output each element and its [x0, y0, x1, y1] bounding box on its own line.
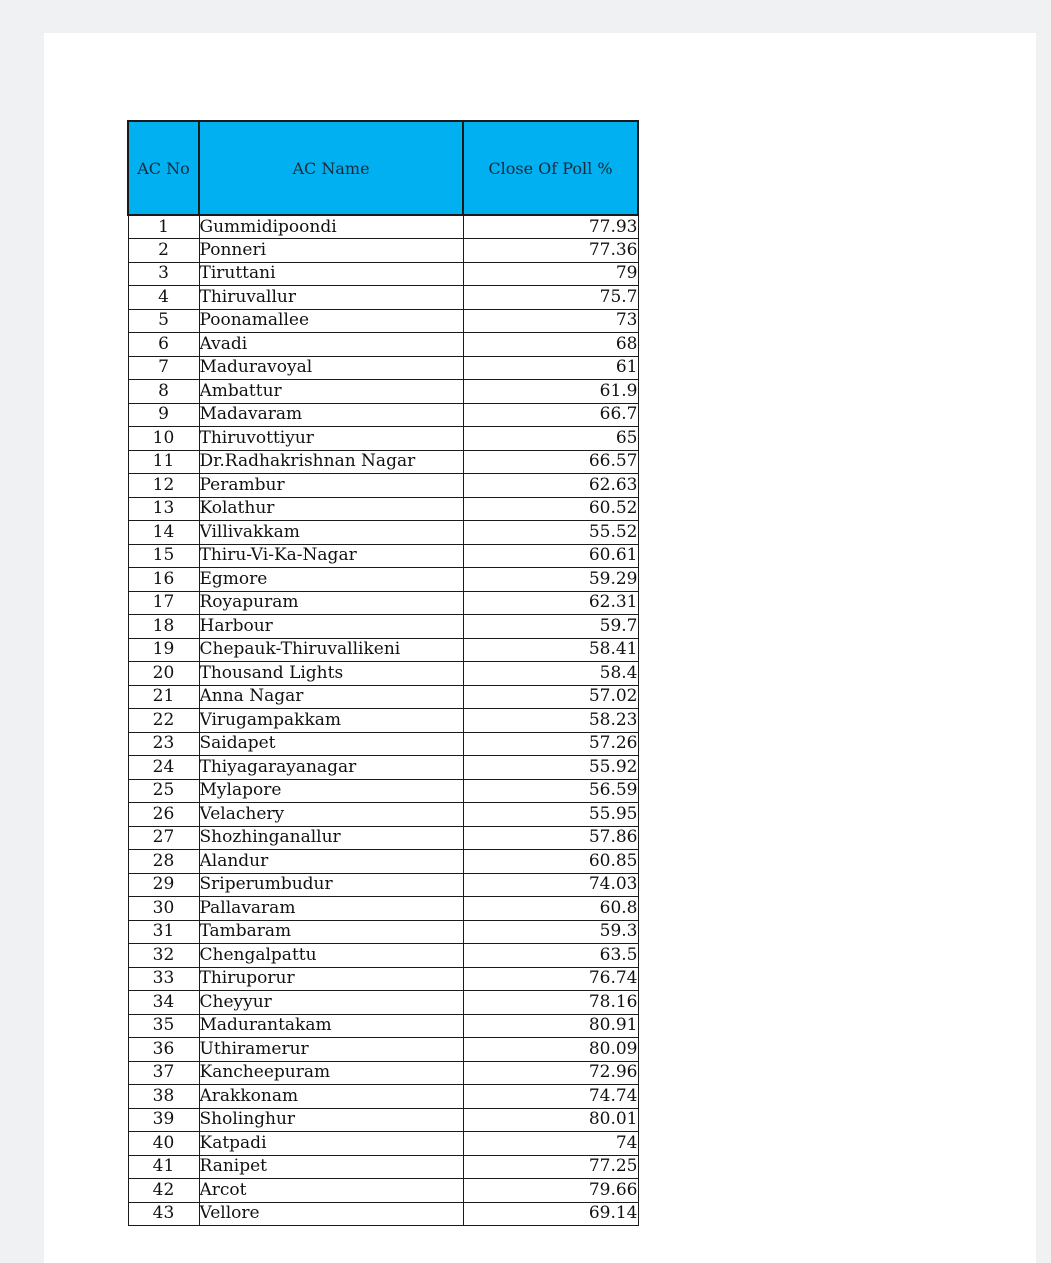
cell-ac-name: Thiyagarayanagar	[199, 756, 463, 780]
cell-close-of-poll: 80.01	[463, 1108, 638, 1132]
cell-ac-no: 43	[128, 1202, 199, 1226]
cell-ac-no: 40	[128, 1132, 199, 1156]
cell-close-of-poll: 60.85	[463, 850, 638, 874]
cell-ac-name: Poonamallee	[199, 309, 463, 333]
cell-ac-no: 18	[128, 615, 199, 639]
cell-ac-no: 32	[128, 944, 199, 968]
table-row	[128, 709, 638, 733]
cell-close-of-poll: 60.52	[463, 497, 638, 521]
table-row	[128, 262, 638, 286]
cell-close-of-poll: 80.09	[463, 1038, 638, 1062]
cell-close-of-poll: 58.23	[463, 709, 638, 733]
cell-ac-no: 29	[128, 873, 199, 897]
cell-ac-name: Royapuram	[199, 591, 463, 615]
cell-ac-no: 22	[128, 709, 199, 733]
cell-ac-name: Avadi	[199, 333, 463, 357]
cell-ac-name: Ambattur	[199, 380, 463, 404]
cell-ac-no: 28	[128, 850, 199, 874]
cell-ac-no: 25	[128, 779, 199, 803]
cell-close-of-poll: 79	[463, 262, 638, 286]
cell-close-of-poll: 55.92	[463, 756, 638, 780]
cell-close-of-poll: 55.52	[463, 521, 638, 545]
cell-close-of-poll: 62.63	[463, 474, 638, 498]
table-row	[128, 521, 638, 545]
cell-ac-no: 20	[128, 662, 199, 686]
cell-ac-no: 2	[128, 239, 199, 263]
cell-ac-name: Uthiramerur	[199, 1038, 463, 1062]
table-row	[128, 779, 638, 803]
cell-close-of-poll: 61	[463, 356, 638, 380]
table-row	[128, 920, 638, 944]
table-row	[128, 826, 638, 850]
cell-ac-no: 14	[128, 521, 199, 545]
table-row	[128, 1038, 638, 1062]
cell-ac-no: 13	[128, 497, 199, 521]
cell-close-of-poll: 75.7	[463, 286, 638, 310]
cell-close-of-poll: 61.9	[463, 380, 638, 404]
cell-ac-no: 26	[128, 803, 199, 827]
cell-close-of-poll: 57.86	[463, 826, 638, 850]
table-header-row	[128, 121, 638, 215]
cell-ac-name: Arcot	[199, 1179, 463, 1203]
table-row	[128, 333, 638, 357]
cell-ac-name: Thiruporur	[199, 967, 463, 991]
cell-close-of-poll: 78.16	[463, 991, 638, 1015]
table-row	[128, 427, 638, 451]
cell-ac-name: Sriperumbudur	[199, 873, 463, 897]
cell-close-of-poll: 60.8	[463, 897, 638, 921]
table-row	[128, 568, 638, 592]
cell-ac-no: 33	[128, 967, 199, 991]
cell-ac-name: Ponneri	[199, 239, 463, 263]
cell-close-of-poll: 69.14	[463, 1202, 638, 1226]
cell-ac-no: 42	[128, 1179, 199, 1203]
cell-ac-no: 11	[128, 450, 199, 474]
header-close-of-poll: Close Of Poll %	[463, 121, 638, 215]
cell-ac-name: Thiru-Vi-Ka-Nagar	[199, 544, 463, 568]
cell-close-of-poll: 59.29	[463, 568, 638, 592]
header-ac-name: AC Name	[199, 121, 463, 215]
cell-ac-no: 6	[128, 333, 199, 357]
table-row	[128, 309, 638, 333]
cell-ac-name: Chengalpattu	[199, 944, 463, 968]
cell-ac-no: 8	[128, 380, 199, 404]
cell-ac-name: Perambur	[199, 474, 463, 498]
cell-ac-name: Dr.Radhakrishnan Nagar	[199, 450, 463, 474]
cell-close-of-poll: 68	[463, 333, 638, 357]
table-row	[128, 286, 638, 310]
cell-ac-no: 21	[128, 685, 199, 709]
table-row	[128, 615, 638, 639]
document-page	[44, 33, 1036, 1263]
cell-ac-name: Sholinghur	[199, 1108, 463, 1132]
cell-ac-name: Gummidipoondi	[199, 215, 463, 239]
cell-close-of-poll: 55.95	[463, 803, 638, 827]
table-row	[128, 967, 638, 991]
cell-ac-no: 41	[128, 1155, 199, 1179]
cell-ac-no: 19	[128, 638, 199, 662]
cell-ac-name: Villivakkam	[199, 521, 463, 545]
cell-ac-no: 35	[128, 1014, 199, 1038]
cell-close-of-poll: 80.91	[463, 1014, 638, 1038]
table-row	[128, 1108, 638, 1132]
table-row	[128, 873, 638, 897]
table-row	[128, 380, 638, 404]
cell-ac-name: Pallavaram	[199, 897, 463, 921]
cell-close-of-poll: 66.7	[463, 403, 638, 427]
table-row	[128, 215, 638, 239]
cell-ac-no: 9	[128, 403, 199, 427]
cell-close-of-poll: 77.93	[463, 215, 638, 239]
cell-ac-name: Vellore	[199, 1202, 463, 1226]
table-row	[128, 1155, 638, 1179]
poll-percentage-table	[127, 120, 639, 1226]
table-row	[128, 474, 638, 498]
cell-close-of-poll: 77.25	[463, 1155, 638, 1179]
cell-ac-name: Egmore	[199, 568, 463, 592]
table-row	[128, 638, 638, 662]
cell-close-of-poll: 73	[463, 309, 638, 333]
cell-ac-no: 10	[128, 427, 199, 451]
table-row	[128, 1014, 638, 1038]
cell-ac-no: 15	[128, 544, 199, 568]
cell-close-of-poll: 57.02	[463, 685, 638, 709]
cell-ac-no: 30	[128, 897, 199, 921]
table-row	[128, 756, 638, 780]
cell-close-of-poll: 59.7	[463, 615, 638, 639]
cell-ac-name: Anna Nagar	[199, 685, 463, 709]
header-ac-no: AC No	[128, 121, 199, 215]
cell-ac-no: 24	[128, 756, 199, 780]
cell-ac-name: Katpadi	[199, 1132, 463, 1156]
cell-ac-name: Thiruvallur	[199, 286, 463, 310]
table-row	[128, 897, 638, 921]
cell-close-of-poll: 74.03	[463, 873, 638, 897]
table-body	[128, 215, 638, 1226]
cell-close-of-poll: 58.41	[463, 638, 638, 662]
cell-ac-name: Saidapet	[199, 732, 463, 756]
cell-ac-name: Cheyyur	[199, 991, 463, 1015]
table-row	[128, 1061, 638, 1085]
cell-close-of-poll: 59.3	[463, 920, 638, 944]
cell-ac-name: Alandur	[199, 850, 463, 874]
cell-ac-no: 36	[128, 1038, 199, 1062]
cell-ac-name: Chepauk-Thiruvallikeni	[199, 638, 463, 662]
cell-ac-no: 38	[128, 1085, 199, 1109]
cell-close-of-poll: 66.57	[463, 450, 638, 474]
table-row	[128, 944, 638, 968]
cell-close-of-poll: 57.26	[463, 732, 638, 756]
cell-ac-name: Tiruttani	[199, 262, 463, 286]
table-row	[128, 662, 638, 686]
cell-close-of-poll: 79.66	[463, 1179, 638, 1203]
cell-ac-name: Thousand Lights	[199, 662, 463, 686]
cell-ac-name: Harbour	[199, 615, 463, 639]
cell-ac-name: Maduravoyal	[199, 356, 463, 380]
cell-ac-name: Arakkonam	[199, 1085, 463, 1109]
cell-close-of-poll: 77.36	[463, 239, 638, 263]
cell-ac-name: Velachery	[199, 803, 463, 827]
table-row	[128, 356, 638, 380]
table-row	[128, 850, 638, 874]
cell-close-of-poll: 65	[463, 427, 638, 451]
cell-ac-no: 23	[128, 732, 199, 756]
cell-ac-name: Virugampakkam	[199, 709, 463, 733]
cell-ac-no: 5	[128, 309, 199, 333]
cell-ac-no: 7	[128, 356, 199, 380]
cell-close-of-poll: 62.31	[463, 591, 638, 615]
cell-close-of-poll: 74.74	[463, 1085, 638, 1109]
cell-ac-no: 16	[128, 568, 199, 592]
cell-ac-name: Madavaram	[199, 403, 463, 427]
cell-ac-no: 1	[128, 215, 199, 239]
table-row	[128, 591, 638, 615]
cell-ac-no: 4	[128, 286, 199, 310]
cell-ac-name: Kolathur	[199, 497, 463, 521]
table-row	[128, 1085, 638, 1109]
cell-ac-no: 37	[128, 1061, 199, 1085]
cell-ac-name: Tambaram	[199, 920, 463, 944]
table-row	[128, 732, 638, 756]
table-row	[128, 450, 638, 474]
cell-ac-name: Shozhinganallur	[199, 826, 463, 850]
table-row	[128, 403, 638, 427]
cell-close-of-poll: 56.59	[463, 779, 638, 803]
cell-ac-name: Kancheepuram	[199, 1061, 463, 1085]
cell-ac-name: Mylapore	[199, 779, 463, 803]
cell-ac-no: 27	[128, 826, 199, 850]
cell-close-of-poll: 58.4	[463, 662, 638, 686]
table-row	[128, 239, 638, 263]
table-row	[128, 991, 638, 1015]
cell-close-of-poll: 60.61	[463, 544, 638, 568]
cell-ac-no: 12	[128, 474, 199, 498]
table-row	[128, 1132, 638, 1156]
cell-ac-name: Ranipet	[199, 1155, 463, 1179]
table-row	[128, 544, 638, 568]
cell-ac-no: 31	[128, 920, 199, 944]
table-row	[128, 685, 638, 709]
cell-ac-name: Thiruvottiyur	[199, 427, 463, 451]
cell-ac-no: 3	[128, 262, 199, 286]
cell-close-of-poll: 63.5	[463, 944, 638, 968]
table-row	[128, 1179, 638, 1203]
table-row	[128, 803, 638, 827]
cell-ac-no: 34	[128, 991, 199, 1015]
cell-ac-name: Madurantakam	[199, 1014, 463, 1038]
table-row	[128, 497, 638, 521]
cell-close-of-poll: 74	[463, 1132, 638, 1156]
cell-ac-no: 39	[128, 1108, 199, 1132]
cell-close-of-poll: 76.74	[463, 967, 638, 991]
table-row	[128, 1202, 638, 1226]
cell-close-of-poll: 72.96	[463, 1061, 638, 1085]
cell-ac-no: 17	[128, 591, 199, 615]
